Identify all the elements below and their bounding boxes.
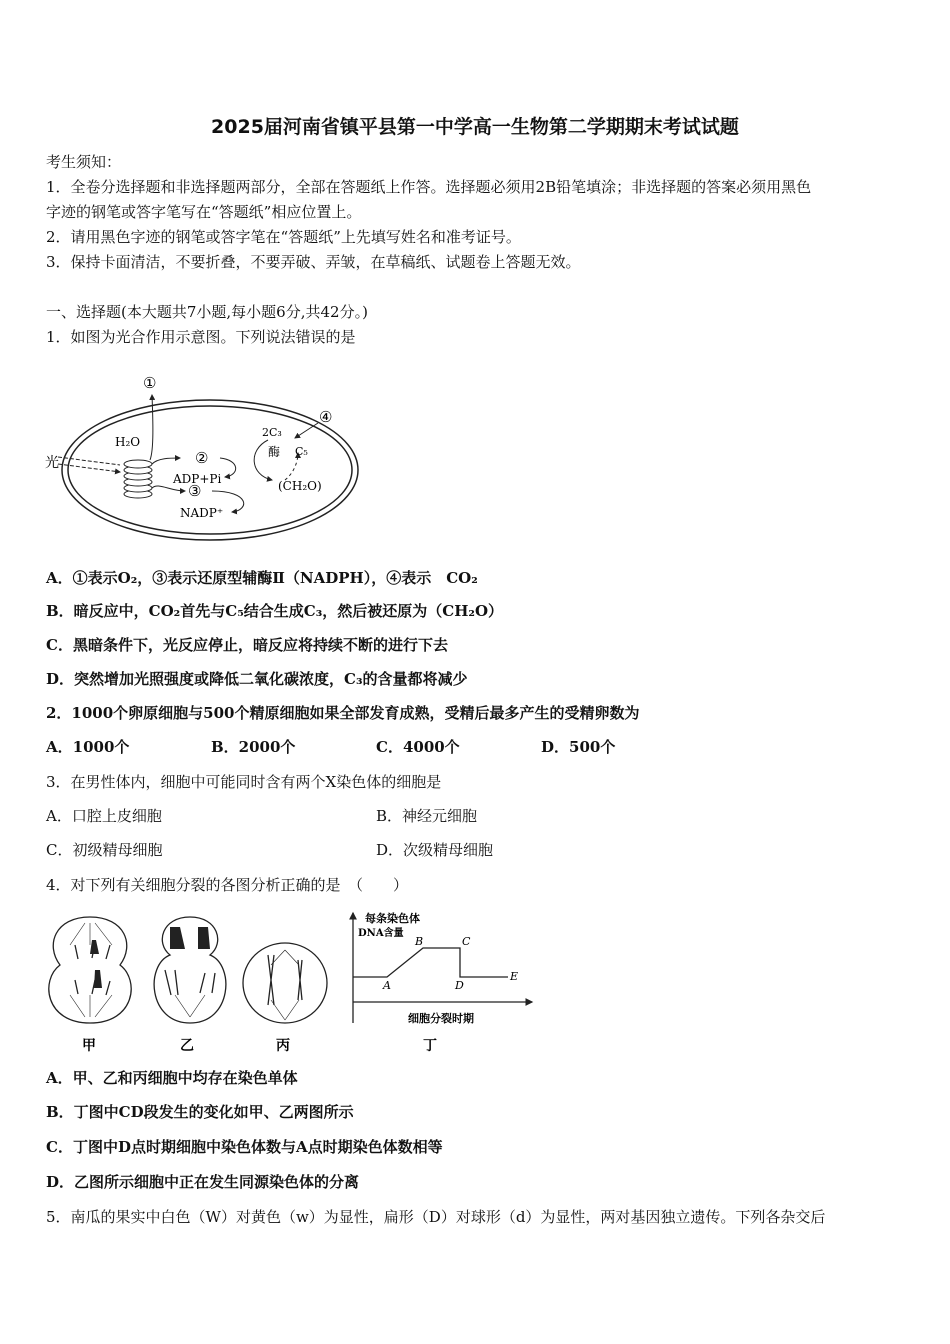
photosynthesis-diagram: [40, 360, 360, 550]
point-e: E: [510, 970, 519, 983]
chart-ylabel-2: DNA含量: [358, 928, 404, 939]
label-1: ①: [143, 374, 157, 392]
q2-option-a: A．1000个: [46, 738, 130, 756]
point-a: A: [383, 979, 391, 992]
label-ch2o: (CH₂O): [278, 479, 322, 493]
notice-item: 字迹的钢笔或答字笔写在“答题纸”相应位置上。: [46, 203, 362, 221]
label-enzyme: 酶: [268, 445, 281, 459]
label-bing: 丙: [276, 1038, 290, 1054]
label-nadp: NADP⁺: [180, 506, 224, 520]
label-light: 光: [45, 455, 59, 471]
label-3: ③: [188, 482, 202, 500]
q1-option-b: B．暗反应中，CO₂首先与C₅结合生成C₃，然后被还原为（CH₂O）: [46, 602, 504, 620]
label-c5: C₅: [295, 445, 308, 458]
question-4-stem: 4．对下列有关细胞分裂的各图分析正确的是 （ ）: [46, 876, 409, 894]
cell-jia: [49, 917, 131, 1023]
label-h2o: H₂O: [115, 435, 141, 449]
q4-option-d: D．乙图所示细胞中正在发生同源染色体的分离: [46, 1173, 360, 1191]
notice-heading: 考生须知：: [46, 153, 122, 171]
q4-option-c: C．丁图中D点时期细胞中染色体数与A点时期染色体数相等: [46, 1138, 443, 1156]
label-jia: 甲: [82, 1038, 96, 1054]
q3-option-d: D．次级精母细胞: [376, 841, 494, 859]
cell-bing: [243, 943, 327, 1023]
label-4: ④: [319, 408, 333, 426]
point-b: B: [415, 935, 424, 948]
question-3-stem: 3．在男性体内，细胞中可能同时含有两个X染色体的细胞是: [46, 773, 442, 791]
q3-option-c: C．初级精母细胞: [46, 841, 163, 859]
q3-option-a: A．口腔上皮细胞: [46, 807, 162, 825]
point-c: C: [462, 935, 471, 948]
question-2-stem: 2．1000个卵原细胞与500个精原细胞如果全部发育成熟，受精后最多产生的受精卵数为: [46, 704, 640, 722]
label-adp: ADP+Pi: [173, 472, 222, 486]
label-yi: 乙: [180, 1038, 194, 1054]
label-ding: 丁: [423, 1038, 437, 1054]
q2-option-d: D．500个: [541, 738, 616, 756]
q2-option-c: C．4000个: [376, 738, 460, 756]
notice-item: 2．请用黑色字迹的钢笔或答字笔在“答题纸”上先填写姓名和准考证号。: [46, 228, 521, 246]
cell-yi: [154, 917, 226, 1023]
chart-xlabel: 细胞分裂时期: [408, 1012, 474, 1025]
q1-option-c: C．黑暗条件下，光反应停止，暗反应将持续不断的进行下去: [46, 636, 448, 654]
q4-option-b: B．丁图中CD段发生的变化如甲、乙两图所示: [46, 1103, 354, 1121]
q2-option-b: B．2000个: [211, 738, 296, 756]
cell-division-figure: [40, 905, 540, 1060]
label-2: ②: [195, 449, 209, 467]
q1-option-a: A．①表示O₂，③表示还原型辅酶Ⅱ（NADPH），④表示 CO₂: [46, 569, 478, 587]
question-5-stem: 5．南瓜的果实中白色（W）对黄色（w）为显性，扁形（D）对球形（d）为显性，两对基因独立遗传。下列各杂交后: [46, 1208, 826, 1226]
chart-ylabel-1: 每条染色体: [365, 912, 420, 925]
label-c3: 2C₃: [262, 426, 282, 439]
q1-option-d: D．突然增加光照强度或降低二氧化碳浓度，C₃的含量都将减少: [46, 670, 468, 688]
section-heading: 一、选择题(本大题共7小题,每小题6分,共42分。): [46, 303, 368, 321]
notice-item: 1．全卷分选择题和非选择题两部分，全部在答题纸上作答。选择题必须用2B铅笔填涂；非选择题的答案必须用黑色: [46, 178, 812, 196]
notice-item: 3．保持卡面清洁，不要折叠，不要弄破、弄皱，在草稿纸、试题卷上答题无效。: [46, 253, 581, 271]
question-1-stem: 1．如图为光合作用示意图。下列说法错误的是: [46, 328, 356, 346]
point-d: D: [455, 979, 464, 992]
q4-option-a: A．甲、乙和丙细胞中均存在染色单体: [46, 1069, 298, 1087]
page-title: 2025届河南省镇平县第一中学高一生物第二学期期末考试试题: [211, 116, 739, 138]
q3-option-b: B．神经元细胞: [376, 807, 478, 825]
